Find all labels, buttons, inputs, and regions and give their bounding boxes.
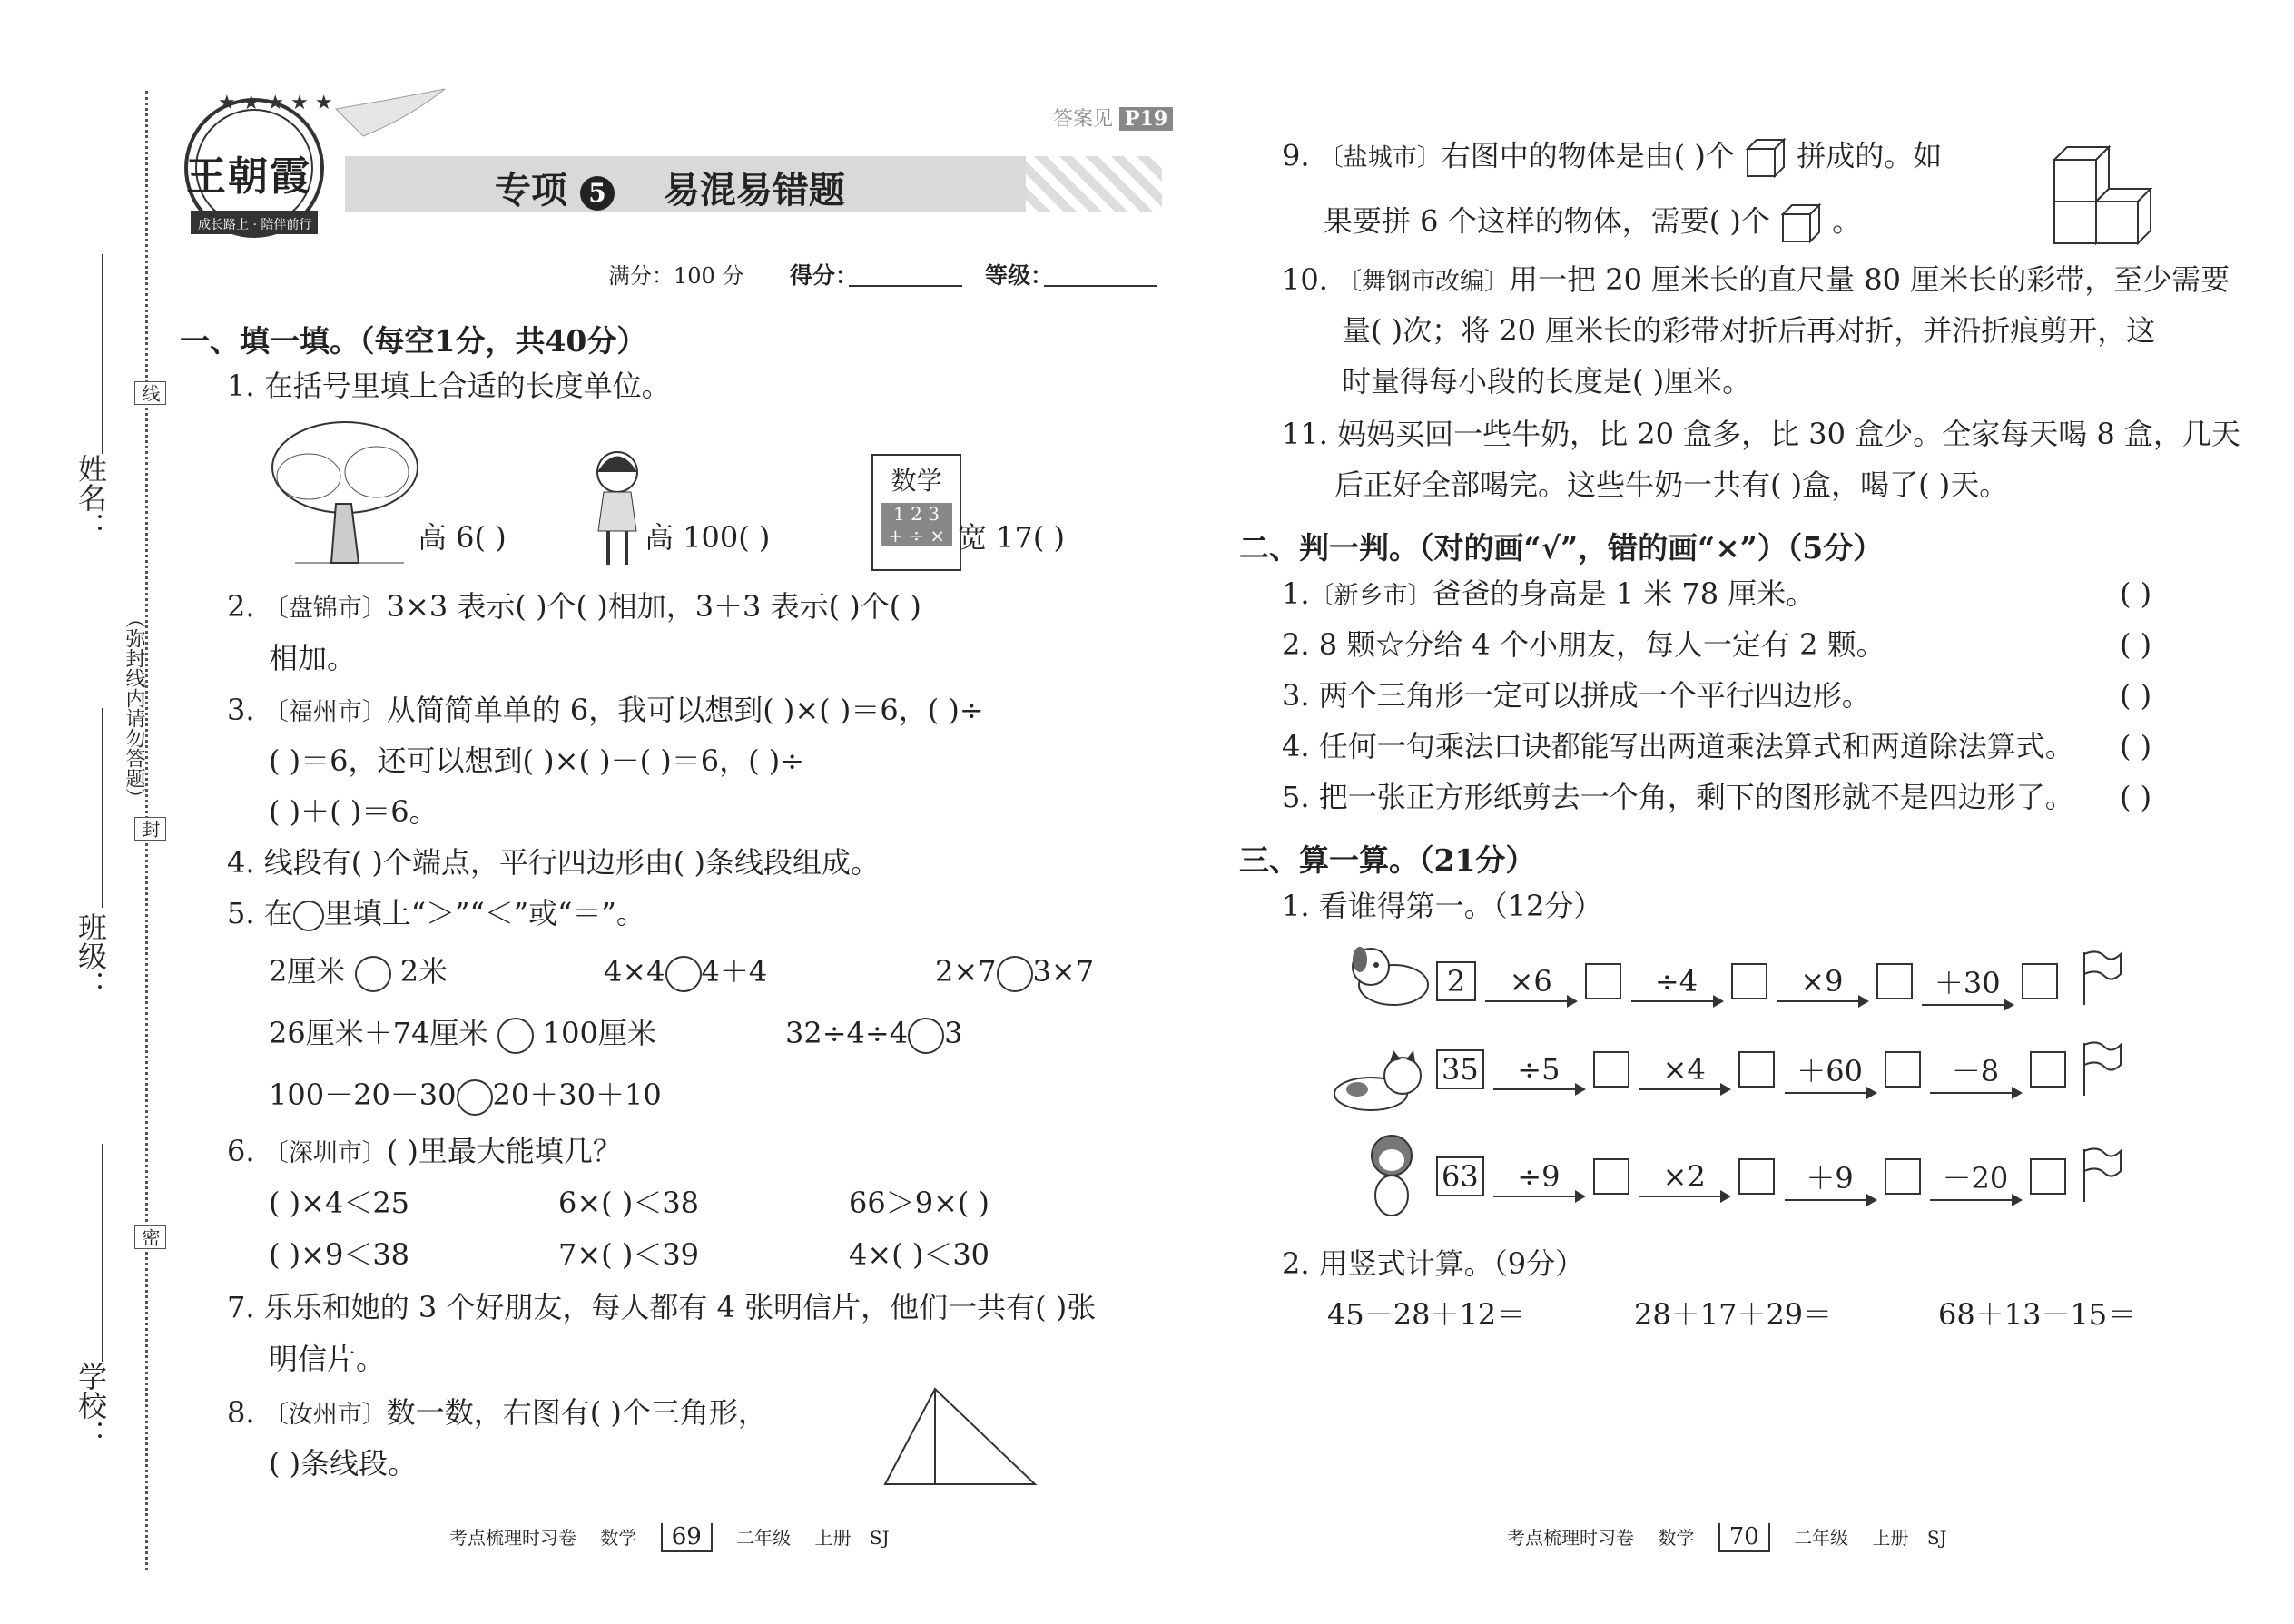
q5-text [227,895,645,931]
judge-item-3 [1282,677,1871,714]
answer-ref-label: 答案见 [1053,108,1114,131]
girl-icon [586,445,649,572]
arrow [1485,1000,1576,1002]
q3-line-3: ( )＋( )＝6。 [269,794,438,829]
op-label: ＋60 [1797,1054,1863,1088]
q8-text-a: 数一数，右图有( )个三角形， [386,1395,767,1430]
chain-op [1631,964,1722,999]
op-label: ＋30 [1934,966,2001,1000]
seal-char-3: 密 [134,1225,166,1249]
chain-start: 63 [1436,1156,1484,1196]
q9-text-b2: 。 [1832,203,1862,239]
op-label: ÷4 [1654,964,1698,999]
cube-icon [1779,202,1823,245]
footer-book: 考点梳理时习卷 [1507,1527,1634,1549]
q10-tag: 〔舞钢市改编〕 [1337,268,1510,296]
q10-text-a: 用一把 20 厘米长的直尺量 80 厘米长的彩带，至少需要 [1509,262,2230,297]
q11-line-1: 11. 妈妈买回一些牛奶，比 20 盒多，比 30 盒少。全家每天喝 8 盒，几天 [1282,417,2240,451]
topic-prefix: 专项 [495,169,567,212]
q2-tag: 〔盘锦市〕 [263,595,387,623]
school-field[interactable] [102,1144,103,1362]
op-label: ×6 [1509,964,1552,999]
chain-op [1493,1052,1584,1087]
grade-label: 等级： [985,262,1054,289]
judge-num: 2. [1282,627,1310,662]
q4-text: 4. 线段有( )个端点，平行四边形由( )条线段组成。 [227,845,880,880]
compare-circle[interactable] [997,956,1033,992]
q9-text-a2: 拼成的。如 [1797,138,1943,173]
q3-line-2: ( )＝6，还可以想到( )×( )－( )＝6，( )÷ [269,743,805,778]
seal-char-2: 封 [134,817,166,841]
svg-text:★ ★ ★ ★ ★: ★ ★ ★ ★ ★ [218,92,333,114]
q5-expr: 2米 [399,954,448,989]
school-label: 学校： [74,1362,108,1449]
name-label: 姓名： [74,454,108,541]
chain-op [1485,964,1576,999]
q8-line-2: ( )条线段。 [269,1446,418,1481]
q5-expr: 100－20－30 [269,1078,457,1112]
op-label: －8 [1951,1054,2000,1088]
sec3-title: 三、算一算。（21分） [1239,842,1536,878]
q9-text-a1: 右图中的物体是由( )个 [1441,138,1735,173]
flag-icon [2079,1039,2124,1098]
judge-answer-5[interactable]: ( ) [2120,780,2152,814]
class-field[interactable] [102,708,103,908]
cube-icon [1744,136,1787,180]
circle-icon [293,901,324,931]
logo-sub: 成长路上 · 陪伴前行 [198,218,312,232]
op-label: －20 [1942,1161,2009,1196]
answer-box[interactable] [1738,1158,1775,1195]
chain-op [1493,1159,1584,1194]
answer-box[interactable] [1593,1051,1629,1088]
q9-line-2 [1324,202,1861,245]
triangle-figure [881,1384,1039,1489]
flag-icon [2079,949,2124,1008]
q5-row-2b [785,1015,962,1054]
q3-line-1: 3. 〔福州市〕从简简单单的 6，我可以想到( )×( )＝6，( )÷ [227,693,984,727]
score-field[interactable] [849,285,962,287]
arrow [1493,1196,1584,1197]
q2-text-a: 3×3 表示( )个( )相加，3＋3 表示( )个( ) [386,589,921,624]
q3-tag: 〔福州市〕 [263,698,387,726]
q6-tag: 〔深圳市〕 [263,1139,387,1167]
judge-tag: 〔新乡市〕 [1309,582,1433,610]
judge-answer-2[interactable]: ( ) [2120,627,2152,662]
arrow [1639,1088,1729,1090]
arrow [1785,1092,1876,1094]
q3-text-a: 从简简单单的 6，我可以想到( )×( )＝6，( )÷ [386,693,984,727]
q5-expr: 4×4 [604,954,665,989]
arrow [1922,1004,2013,1006]
answer-box[interactable] [2030,1158,2066,1195]
book-nums: 1 2 3 [893,503,940,525]
answer-box[interactable] [1738,1051,1775,1088]
footer-grade: 二年级 [736,1527,792,1549]
answer-box[interactable] [1731,963,1767,999]
q5-text-b: 里填上“＞”“＜”或“＝”。 [323,896,645,930]
puppy-icon [1344,940,1434,1012]
name-field[interactable] [102,254,103,454]
arrow [1930,1199,2021,1201]
q5-text-a: 5. 在 [227,896,293,930]
judge-text: 8 颗☆分给 4 个小朋友，每人一定有 2 颗。 [1318,627,1885,662]
compare-circle[interactable] [908,1018,944,1054]
page-title [495,162,845,213]
op-label: ×9 [1800,964,1844,999]
sec2-title: 二、判一判。（对的画“√”，错的画“×”）（5分） [1239,530,1884,566]
q6-r2-c: 4×( )＜30 [849,1237,990,1272]
chain-row-1 [1436,960,2058,1002]
judge-num: 1. [1282,576,1310,611]
stacked-cubes-figure [2047,136,2174,245]
q5-row-2 [269,1015,656,1054]
q5-expr: 20＋30＋10 [492,1078,662,1112]
chain-start: 35 [1436,1049,1484,1089]
judge-answer-3[interactable]: ( ) [2120,678,2152,713]
judge-text: 爸爸的身高是 1 米 78 厘米。 [1432,576,1816,611]
page-number: 69 [661,1523,713,1552]
calc-2: 28＋17＋29＝ [1634,1297,1833,1332]
q5-expr: 26厘米＋74厘米 [269,1016,488,1050]
q6-r1-a: ( )×4＜25 [269,1186,410,1220]
q7-line-2: 明信片。 [269,1342,386,1376]
chain-op [1785,1048,1876,1090]
chain-row-3 [1436,1156,2066,1197]
q9-line-1: 9. 〔盐城市〕右图中的物体是由( )个 拼成的。如 [1282,136,1942,180]
compare-circle[interactable] [497,1018,534,1054]
judge-text: 任何一句乘法口诀都能写出两道乘法算式和两道除法算式。 [1318,729,2074,763]
footer-subject: 数学 [600,1527,637,1549]
q1-text: 1. 在括号里填上合适的长度单位。 [227,369,671,403]
answer-box[interactable] [2022,963,2058,999]
q11-line-2: 后正好全部喝完。这些牛奶一共有( )盒，喝了( )天。 [1334,468,2009,502]
judge-answer-4[interactable]: ( ) [2120,729,2152,763]
answer-box[interactable] [1585,963,1621,999]
q5-row-3 [269,1077,662,1116]
q6-r1-c: 66＞9×( ) [849,1186,990,1220]
q10-line-1: 10. 〔舞钢市改编〕用一把 20 厘米长的直尺量 80 厘米长的彩带，至少需要 [1282,262,2230,297]
q6-text: 6. 〔深圳市〕( )里最大能填几？ [227,1134,622,1168]
compare-circle[interactable] [355,956,391,992]
op-label: ÷9 [1517,1159,1561,1194]
arrow [1777,1000,1867,1002]
judge-text: 两个三角形一定可以拼成一个平行四边形。 [1318,678,1871,713]
q5-expr: 3 [944,1016,963,1050]
book-ops: + ÷ × [888,525,945,546]
judge-item-5 [1282,779,2074,815]
q1-book-text: 宽 17( ) [958,520,1066,555]
q5-expr: 4＋4 [701,954,768,989]
q5-row-1b [604,953,767,992]
arrow [1930,1092,2021,1094]
flag-icon [2079,1146,2124,1205]
judge-text: 把一张正方形纸剪去一个角，剩下的图形就不是四边形了。 [1318,780,2074,814]
kitten-icon [1321,1048,1430,1117]
tree-icon [268,418,422,572]
arrow [1631,1000,1722,1002]
seal-notice: （弥封线内请勿答题） [123,608,145,808]
q1-tree-text: 高 6( ) [418,520,507,555]
footer-term: 上册 [1872,1527,1909,1549]
judge-item-4 [1282,728,2074,764]
q5-row-1 [269,953,448,992]
arrow [1639,1196,1729,1197]
chain-op [1777,964,1867,999]
monkey-icon [1357,1130,1425,1225]
footer-book: 考点梳理时习卷 [449,1527,576,1549]
q8-line-1: 8. 〔汝州市〕数一数，右图有( )个三角形， [227,1395,767,1430]
answer-box[interactable] [1885,1051,1921,1088]
q5-expr: 3×7 [1032,954,1095,989]
seal-char-1: 线 [134,381,166,405]
q9-text-b1: 果要拼 6 个这样的物体，需要( )个 [1324,203,1770,239]
footer-left [449,1523,890,1552]
topic-title: 易混易错题 [663,169,845,212]
q8-tag: 〔汝州市〕 [263,1401,387,1429]
footer-subject: 数学 [1658,1527,1695,1549]
book-title: 数学 [891,466,942,496]
q1-girl-text: 高 100( ) [645,520,771,555]
chain-op [1785,1156,1876,1197]
footer-term: 上册 [814,1527,852,1549]
q5-expr: 100厘米 [542,1016,656,1050]
book-panel [881,503,952,546]
sec3-q2: 2. 用竖式计算。（9分） [1282,1246,1585,1281]
answer-ref [1053,103,1173,132]
chain-row-2 [1436,1048,2066,1090]
judge-answer-1[interactable]: ( ) [2120,576,2152,611]
q6-r2-b: 7×( )＜39 [558,1237,700,1272]
q2-line-2: 相加。 [269,641,357,675]
judge-num: 5. [1282,780,1310,814]
q5-expr: 32÷4÷4 [785,1016,909,1050]
chain-op [1639,1052,1729,1087]
class-label: 班级： [74,912,108,999]
topic-number-badge: 5 [580,176,615,211]
footer-grade: 二年级 [1794,1527,1849,1549]
math-book-icon [871,454,961,571]
q2-line-1: 2. 〔盘锦市〕3×3 表示( )个( )相加，3＋3 表示( )个( ) [227,589,921,624]
full-score: 满分：100 分 [608,263,744,289]
arrow [1785,1199,1876,1201]
judge-item-2 [1282,626,1885,663]
answer-box[interactable] [1885,1158,1921,1195]
page-number: 70 [1718,1523,1770,1552]
footer-right [1507,1523,1947,1552]
chain-start: 2 [1436,961,1476,1001]
q5-expr: 2厘米 [269,954,346,989]
calc-1: 45－28＋12＝ [1327,1297,1526,1332]
compare-circle[interactable] [457,1079,493,1116]
q6-r1-b: 6×( )＜38 [558,1186,700,1220]
sec1-title: 一、填一填。（每空1分，共40分） [180,323,647,359]
chain-op [1639,1159,1729,1194]
calc-3: 68＋13－15＝ [1938,1297,2137,1332]
answer-page: P19 [1119,107,1173,131]
judge-item-1 [1282,576,1815,615]
logo-text: 王朝霞 [186,153,311,200]
q7-line-1: 7. 乐乐和她的 3 个好朋友，每人都有 4 张明信片，他们一共有( )张 [227,1290,1097,1324]
op-label: ÷5 [1517,1052,1561,1087]
op-label: ×4 [1662,1052,1706,1087]
q5-row-1c [935,953,1094,992]
score-label: 得分： [790,262,859,289]
chain-op [1922,960,2013,1002]
sec3-q1: 1. 看谁得第一。（12分） [1282,889,1603,923]
footer-edition: SJ [869,1527,890,1549]
title-band-pattern [1026,156,1162,212]
chain-op [1930,1048,2021,1090]
grade-field[interactable] [1044,285,1157,287]
answer-box[interactable] [2030,1051,2066,1088]
q10-line-2: 量( )次；将 20 厘米长的彩带对折后再对折，并沿折痕剪开，这 [1342,313,2156,348]
judge-num: 3. [1282,678,1310,713]
q6-r2-a: ( )×9＜38 [269,1237,410,1272]
arrow [1493,1088,1584,1090]
compare-circle[interactable] [665,956,702,992]
answer-box[interactable] [1876,963,1913,999]
footer-edition: SJ [1926,1527,1947,1549]
op-label: ＋9 [1806,1161,1854,1196]
q10-line-3: 时量得每小段的长度是( )厘米。 [1342,364,1752,399]
q6-question: ( )里最大能填几？ [386,1134,622,1168]
q5-expr: 2×7 [935,954,997,989]
chain-op [1930,1156,2021,1197]
answer-box[interactable] [1593,1158,1629,1195]
judge-num: 4. [1282,729,1310,763]
op-label: ×2 [1662,1159,1706,1194]
q9-tag: 〔盐城市〕 [1318,143,1442,172]
